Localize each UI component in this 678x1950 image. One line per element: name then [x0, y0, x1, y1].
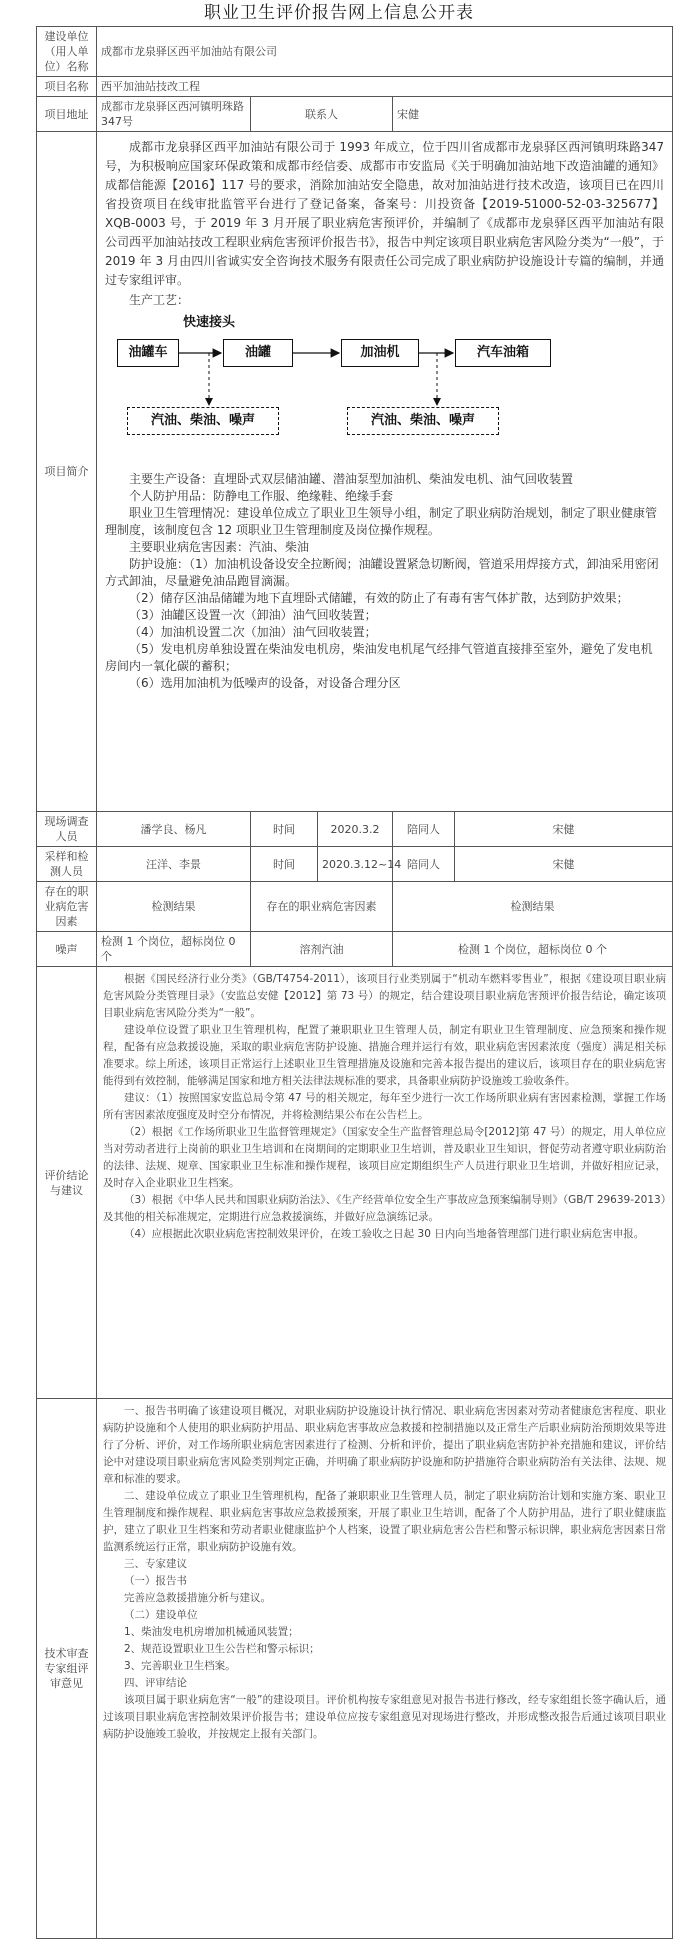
intro-line: 职业卫生管理情况：建设单位成立了职业卫生领导小组，制定了职业病防治规划，制定了职业健康管理制度，该制度包含 12 项职业卫生管理制度及岗位操作规程。: [105, 506, 658, 537]
review-paragraph: （二）建设单位: [124, 1609, 198, 1621]
process-label: 生产工艺：: [129, 293, 190, 307]
hazard-result: 检测 1 个岗位，超标岗位 0 个: [97, 932, 251, 967]
review-paragraph: （一）报告书: [124, 1575, 187, 1587]
conclusion-label: 评价结论与建议: [37, 967, 97, 1399]
conclusion-cell: [97, 967, 673, 1399]
intro-line: （2）储存区油品储罐为地下直埋卧式储罐，有效的防止了有毒有害气体扩散，达到防护效果；: [129, 591, 629, 605]
hazard-factor-header-2: 存在的职业病危害因素: [251, 882, 393, 932]
project-name: 西平加油站技改工程: [97, 77, 673, 97]
oil-tank-box: 油罐: [223, 339, 293, 367]
unit-name: 成都市龙泉驿区西平加油站有限公司: [97, 27, 673, 77]
survey-staff: 潘学良、杨凡: [97, 812, 251, 847]
review-paragraph: 完善应急救援措施分析与建议。: [124, 1592, 271, 1604]
conclusion-paragraph: 根据《国民经济行业分类》（GB/T4754-2011），该项目行业类别属于“机动车燃料零售业”，根据《建设项目职业病危害风险分类管理目录》（安监总安健【2012】第 73 号）的规定，结合建设项目职业病危害预评价报告结论，确定该项目职业病危害风险分类为“一般”。: [103, 973, 667, 1019]
quick-joint-label: 快速接头: [183, 315, 236, 330]
test-result-header-2: 检测结果: [393, 882, 673, 932]
project-name-label: 项目名称: [37, 77, 97, 97]
intro-line: 主要职业病危害因素：汽油、柴油: [129, 540, 310, 554]
survey-staff-label: 现场调查人员: [37, 812, 97, 847]
intro-line: （3）油罐区设置一次（卸油）油气回收装置；: [129, 608, 377, 622]
hazards-left-box: 汽油、柴油、噪声: [127, 407, 279, 435]
project-address: 成都市龙泉驿区西河镇明珠路347号: [97, 97, 251, 132]
process-flow-diagram: [117, 315, 575, 465]
intro-line: （4）加油机设置二次（加油）油气回收装置；: [129, 625, 377, 639]
review-paragraph: 三、专家建议: [124, 1558, 187, 1570]
contact-label: 联系人: [251, 97, 393, 132]
survey-escort-label: 陪同人: [393, 812, 455, 847]
survey-time-label: 时间: [251, 812, 318, 847]
intro-line: 主要生产设备：直埋卧式双层储油罐、潜油泵型加油机、柴油发电机、油气回收装置: [129, 472, 574, 486]
sampling-date: 2020.3.12~14: [318, 847, 393, 882]
survey-date: 2020.3.2: [318, 812, 393, 847]
tank-truck-box: 油罐车: [117, 339, 179, 367]
intro-line: （5）发电机房单独设置在柴油发电机房，柴油发电机尾气经排气管道直接排至室外，避免了发电机房间内一氧化碳的蓄积；: [105, 642, 653, 673]
survey-escort: 宋健: [455, 812, 673, 847]
unit-label: 建设单位（用人单位）名称: [37, 27, 97, 77]
test-result-header: 检测结果: [97, 882, 251, 932]
hazard-name-2: 溶剂汽油: [251, 932, 393, 967]
conclusion-paragraph: 建议：（1）按照国家安监总局令第 47 号的相关规定，每年至少进行一次工作场所职业病有害因素检测，掌握工作场所有害因素浓度强度及时空分布情况，并将检测结果公布在公告栏上。: [103, 1092, 667, 1121]
intro-label: 项目简介: [37, 132, 97, 812]
dispenser-box: 加油机: [341, 339, 419, 367]
sampling-escort-label: 陪同人: [393, 847, 455, 882]
document-title: 职业卫生评价报告网上信息公开表: [204, 3, 474, 23]
review-paragraph: 3、完善职业卫生档案。: [124, 1660, 236, 1672]
intro-line: （6）选用加油机为低噪声的设备，对设备合理分区: [129, 676, 401, 690]
flow-connectors: [117, 315, 575, 465]
review-paragraph: 一、报告书明确了该建设项目概况，对职业病防护设施设计执行情况、职业病危害因素对劳动者健康危害程度、职业病防护设施和个人使用的职业病防护用品、职业病危害事故应急救援和控制措施以及正常生产后职业病防治预期效果等进行了分析、评价，对工作场所职业病危害因素进行了检测、分析和评价，提出了职业病危害防护补充措施和建议，评价结论中对建设项目职业病危害风险类别判定正确，并明确了职业病防护设施和防护措施符合职业病防治有关法律、法规、规章和标准的要求。: [103, 1405, 667, 1485]
hazard-name: 噪声: [37, 932, 97, 967]
project-address-label: 项目地址: [37, 97, 97, 132]
review-paragraph: 二、建设单位成立了职业卫生管理机构，配备了兼职职业卫生管理人员，制定了职业病防治计划和实施方案、职业卫生管理制度和操作规程、职业病危害事故应急救援预案，开展了职业卫生培训，配备了个人防护用品，进行了职业健康监护，建立了职业卫生档案和劳动者职业健康监护个人档案，设置了职业病危害公告栏和警示标识牌，职业病危害因素日常监测系统运行正常，职业病防护设施有效。: [103, 1490, 667, 1553]
hazard-result-2: 检测 1 个岗位，超标岗位 0 个: [393, 932, 673, 967]
info-table: [36, 26, 673, 1939]
car-tank-box: 汽车油箱: [455, 339, 551, 367]
contact-name: 宋健: [393, 97, 673, 132]
review-cell: [97, 1399, 673, 1939]
review-paragraph: 该项目属于职业病危害“一般”的建设项目。评价机构按专家组意见对报告书进行修改，经专家组组长签字确认后，通过该项目职业病危害控制效果评价报告书；建设单位应按专家组意见对现场进行整改，并形成整改报告后通过该项目职业病防护设施竣工验收，并按规定上报有关部门。: [103, 1694, 667, 1740]
sampling-time-label: 时间: [251, 847, 318, 882]
conclusion-paragraph: （2）根据《工作场所职业卫生监督管理规定》（国家安全生产监督管理总局令[2012]第 47 号）的规定，用人单位应当对劳动者进行上岗前的职业卫生培训和在岗期间的定期职业卫生培训，普及职业卫生知识，督促劳动者遵守职业病防治的法律、法规、规章、国家职业卫生标准和操作规程，该项目应定期组织生产人员进行职业卫生培训，并做好相应记录，及时存入企业职业卫生档案。: [103, 1126, 667, 1189]
intro-paragraph: 成都市龙泉驿区西平加油站有限公司于 1993 年成立，位于四川省成都市龙泉驿区西河镇明珠路347号，为积极响应国家环保政策和成都市经信委、成都市市安监局《关于明确加油站地下改造油罐的通知》成都信能源【2016】117 号的要求，消除加油站安全隐患，故对加油站进行技术改造，该项目已在四川省投资项目在线审批监管平台进行了登记备案，备案号：川投资备【2019-51000-52-03-325677】XQB-0003 号，于 2019 年 3 月开展了职业病危害预评价，并编制了《成都市龙泉驿区西平加油站有限公司西平加油站技改工程职业病危害预评价报告书》，报告中判定该项目职业病危害风险分类为“一般”，于 2019 年 3 月由四川省诚实安全咨询技术服务有限责任公司完成了职业病防护设施设计专篇的编制，并通过专家组评审。: [105, 140, 665, 287]
intro-line: 防护设施：（1）加油机设备设安全拉断阀；油罐设置紧急切断阀，管道采用焊接方式，卸油采用密闭方式卸油，尽量避免油品跑冒滴漏。: [105, 557, 659, 588]
conclusion-paragraph: （4）应根据此次职业病危害控制效果评价，在竣工验收之日起 30 日内向当地备管理部门进行职业病危害申报。: [124, 1228, 645, 1240]
intro-line: 个人防护用品：防静电工作服、绝缘鞋、绝缘手套: [129, 489, 394, 503]
sampling-staff-label: 采样和检测人员: [37, 847, 97, 882]
conclusion-paragraph: （3）根据《中华人民共和国职业病防治法》、《生产经营单位安全生产事故应急预案编制导则》（GB/T 29639-2013）及其他的相关标准规定，定期进行应急救援演练，并做好应急演练记录。: [103, 1194, 667, 1223]
sampling-staff: 汪洋、李景: [97, 847, 251, 882]
review-paragraph: 2、规范设置职业卫生公告栏和警示标识；: [124, 1643, 320, 1655]
intro-cell: [97, 132, 673, 812]
hazards-right-box: 汽油、柴油、噪声: [347, 407, 499, 435]
conclusion-paragraph: 建设单位设置了职业卫生管理机构，配置了兼职职业卫生管理人员，制定有职业卫生管理制度、应急预案和操作规程，配备有应急救援设施，采取的职业病危害防护设施、措施合理并运行有效，职业病危害因素浓度（强度）满足相关标准要求。综上所述，该项目正常运行上述职业卫生管理措施及设施和完善本报告提出的建议后，该项目存在的职业病危害能得到有效控制，能够满足国家和地方相关法律法规标准的要求，具备职业病防护设施竣工验收条件。: [103, 1024, 667, 1087]
review-label: 技术审查专家组评审意见: [37, 1399, 97, 1939]
review-paragraph: 四、评审结论: [124, 1677, 187, 1689]
sampling-escort: 宋健: [455, 847, 673, 882]
hazard-factor-header: 存在的职业病危害因素: [37, 882, 97, 932]
review-paragraph: 1、柴油发电机房增加机械通风装置；: [124, 1626, 299, 1638]
